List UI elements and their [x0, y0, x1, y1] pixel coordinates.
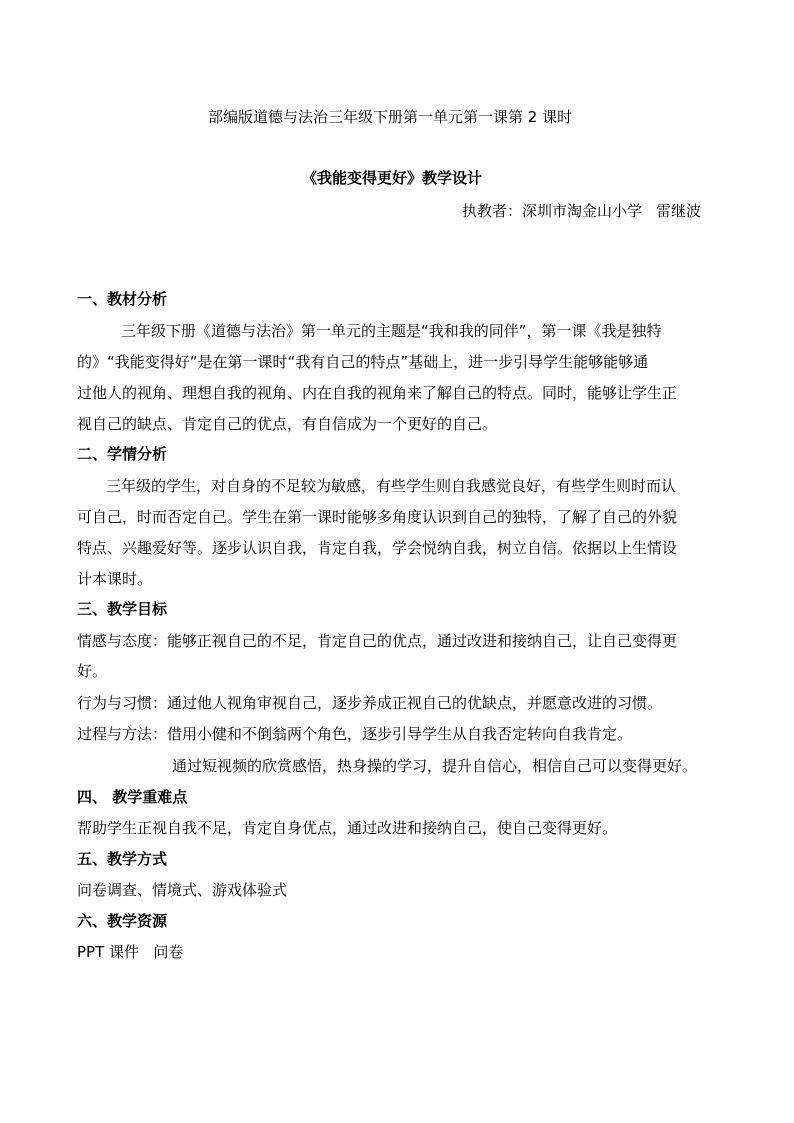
paragraph-line: 过他人的视角、理想自我的视角、内在自我的视角来了解自己的特点。同时，能够让学生正	[77, 384, 678, 402]
section-heading-teaching-resources: 六、教学资源	[77, 912, 168, 930]
document-title: 《我能变得更好》教学设计	[302, 169, 483, 187]
teaching-resources-text: PPT 课件 问卷	[77, 943, 184, 961]
document-subtitle: 部编版道德与法治三年级下册第一单元第一课第 2 课时	[208, 108, 573, 126]
paragraph-line: 好。	[77, 662, 108, 680]
section-heading-teaching-methods: 五、教学方式	[77, 850, 168, 868]
section-heading-student-analysis: 二、学情分析	[77, 445, 168, 463]
paragraph-line: 过程与方法：借用小健和不倒翁两个角色，逐步引导学生从自我否定转向自我肯定。	[77, 725, 633, 743]
paragraph-line: 视自己的缺点、肯定自己的优点，有自信成为一个更好的自己。	[77, 415, 498, 433]
teaching-methods-text: 问卷调查、情境式、游戏体验式	[77, 881, 288, 899]
paragraph-line: 的》“我能变得好”是在第一课时“我有自己的特点”基础上，进一步引导学生能够能够通	[77, 353, 649, 371]
paragraph-line: 情感与态度：能够正视自己的不足，肯定自己的优点，通过改进和接纳自己，让自己变得更	[77, 632, 678, 650]
paragraph-line: 可自己，时而否定自己。学生在第一课时能够多角度认识到自己的独特，了解了自己的外貌	[77, 508, 678, 526]
author-line	[462, 201, 701, 221]
paragraph-line: 三年级的学生，对自身的不足较为敏感，有些学生则自我感觉良好，有些学生则时而认	[106, 477, 677, 495]
author-name: 雷继波	[656, 202, 702, 220]
section-heading-key-points: 四、 教学重难点	[77, 788, 188, 806]
key-points-text: 帮助学生正视自我不足，肯定自身优点，通过改进和接纳自己，使自己变得更好。	[77, 819, 618, 837]
paragraph-line: 三年级下册《道德与法治》第一单元的主题是“我和我的同伴”，第一课《我是独特	[121, 322, 662, 340]
author-label: 执教者：深圳市淘金山小学	[462, 202, 643, 220]
paragraph-line: 特点、兴趣爱好等。逐步认识自我，肯定自我，学会悦纳自我，树立自信。依据以上生情设	[77, 539, 678, 557]
paragraph-line: 计本课时。	[77, 570, 153, 588]
paragraph-line: 行为与习惯：通过他人视角审视自己，逐步养成正视自己的优缺点，并愿意改进的习惯。	[77, 694, 663, 712]
section-heading-textbook-analysis: 一、教材分析	[77, 290, 168, 308]
paragraph-line: 通过短视频的欣赏感悟，热身操的学习，提升自信心，相信自己可以变得更好。	[172, 757, 698, 775]
section-heading-teaching-goals: 三、教学目标	[77, 600, 168, 618]
